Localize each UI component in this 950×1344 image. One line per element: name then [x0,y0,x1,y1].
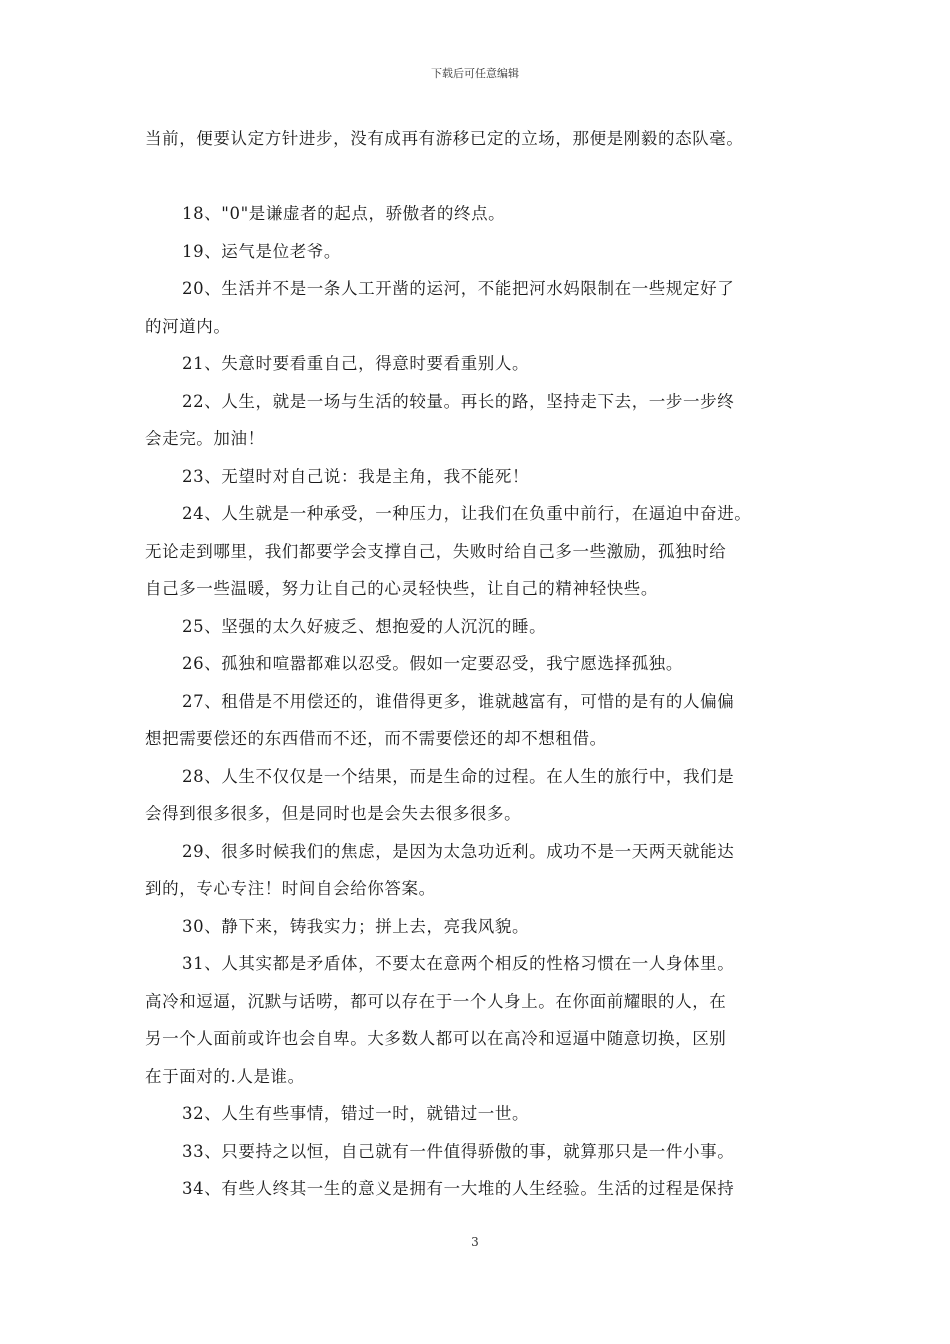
quote-paragraph [145,495,815,608]
quote-paragraph [145,608,815,646]
quote-paragraph [145,270,815,345]
quote-paragraph [145,458,815,496]
page-number: 3 [471,1235,479,1249]
quote-paragraph [145,345,815,383]
quote-paragraph [145,1133,815,1171]
paragraph-line: 27、租借是不用偿还的，谁借得更多，谁就越富有，可惜的是有的人偏偏 [182,691,735,711]
quote-paragraph [145,1095,815,1133]
paragraph-line: 26、孤独和喧嚣都难以忍受。假如一定要忍受，我宁愿选择孤独。 [182,654,683,673]
quote-paragraph [145,833,815,908]
paragraph-line: 高冷和逗逼，沉默与话唠，都可以存在于一个人身上。在你面前耀眼的人，在 [145,991,727,1011]
paragraph-line: 33、只要持之以恒，自己就有一件值得骄傲的事，就算那只是一件小事。 [182,1141,735,1161]
paragraph-line: 21、失意时要看重自己，得意时要看重别人。 [182,354,530,373]
quote-paragraph [145,383,815,458]
lead-paragraph [145,120,815,158]
quote-paragraph [145,945,815,1095]
quote-paragraph [145,1170,815,1208]
paragraph-line: 无论走到哪里，我们都要学会支撑自己，失败时给自己多一些激励，孤独时给 [145,541,727,561]
paragraph-line: 在于面对的.人是谁。 [145,1066,305,1086]
quote-paragraph [145,233,815,271]
paragraph-line: 28、人生不仅仅是一个结果，而是生命的过程。在人生的旅行中，我们是 [182,766,735,786]
paragraph-line: 另一个人面前或许也会自卑。大多数人都可以在高冷和逗逼中随意切换，区别 [145,1029,727,1048]
paragraph-line: 会得到很多很多，但是同时也是会失去很多很多。 [145,804,522,823]
paragraph-line: 19、运气是位老爷。 [182,241,341,261]
paragraph-line: 自己多一些温暖，努力让自己的心灵轻快些，让自己的精神轻快些。 [145,579,658,598]
document-body [145,120,815,1208]
paragraph-line: 23、无望时对自己说：我是主角，我不能死！ [182,466,530,486]
paragraph-spacer [145,158,815,196]
quote-paragraph [145,908,815,946]
paragraph-line: 31、人其实都是矛盾体，不要太在意两个相反的性格习惯在一人身体里。 [182,954,735,973]
paragraph-line: 30、静下来，铸我实力；拼上去，亮我风貌。 [182,916,530,936]
paragraph-line: 的河道内。 [145,316,231,336]
paragraph-line: 当前，便要认定方针进步，没有成再有游移已定的立场，那便是刚毅的态队毫。 [145,129,744,148]
quote-paragraph [145,683,815,758]
paragraph-line: 34、有些人终其一生的意义是拥有一大堆的人生经验。生活的过程是保持 [182,1179,735,1198]
paragraph-line: 18、"0"是谦虚者的起点，骄傲者的终点。 [182,204,506,223]
paragraph-line: 22、人生，就是一场与生活的较量。再长的路，坚持走下去，一步一步终 [182,391,735,411]
paragraph-line: 29、很多时候我们的焦虑，是因为太急功近利。成功不是一天两天就能达 [182,841,735,861]
paragraph-line: 会走完。加油！ [145,429,265,448]
paragraph-line: 想把需要偿还的东西借而不还，而不需要偿还的却不想租借。 [145,729,607,748]
quote-paragraph [145,195,815,233]
quote-paragraph [145,645,815,683]
paragraph-line: 20、生活并不是一条人工开凿的运河，不能把河水妈限制在一些规定好了 [182,279,735,298]
page-header: 下载后可任意编辑 [431,67,519,80]
paragraph-line: 到的，专心专注！时间自会给你答案。 [145,879,436,898]
paragraph-line: 32、人生有些事情，错过一时，就错过一世。 [182,1104,530,1123]
paragraph-line: 25、坚强的太久好疲乏、想抱爱的人沉沉的睡。 [182,616,547,636]
paragraph-line: 24、人生就是一种承受，一种压力，让我们在负重中前行，在逼迫中奋进。 [182,504,752,523]
quote-paragraph [145,758,815,833]
quote-list [145,195,815,1208]
